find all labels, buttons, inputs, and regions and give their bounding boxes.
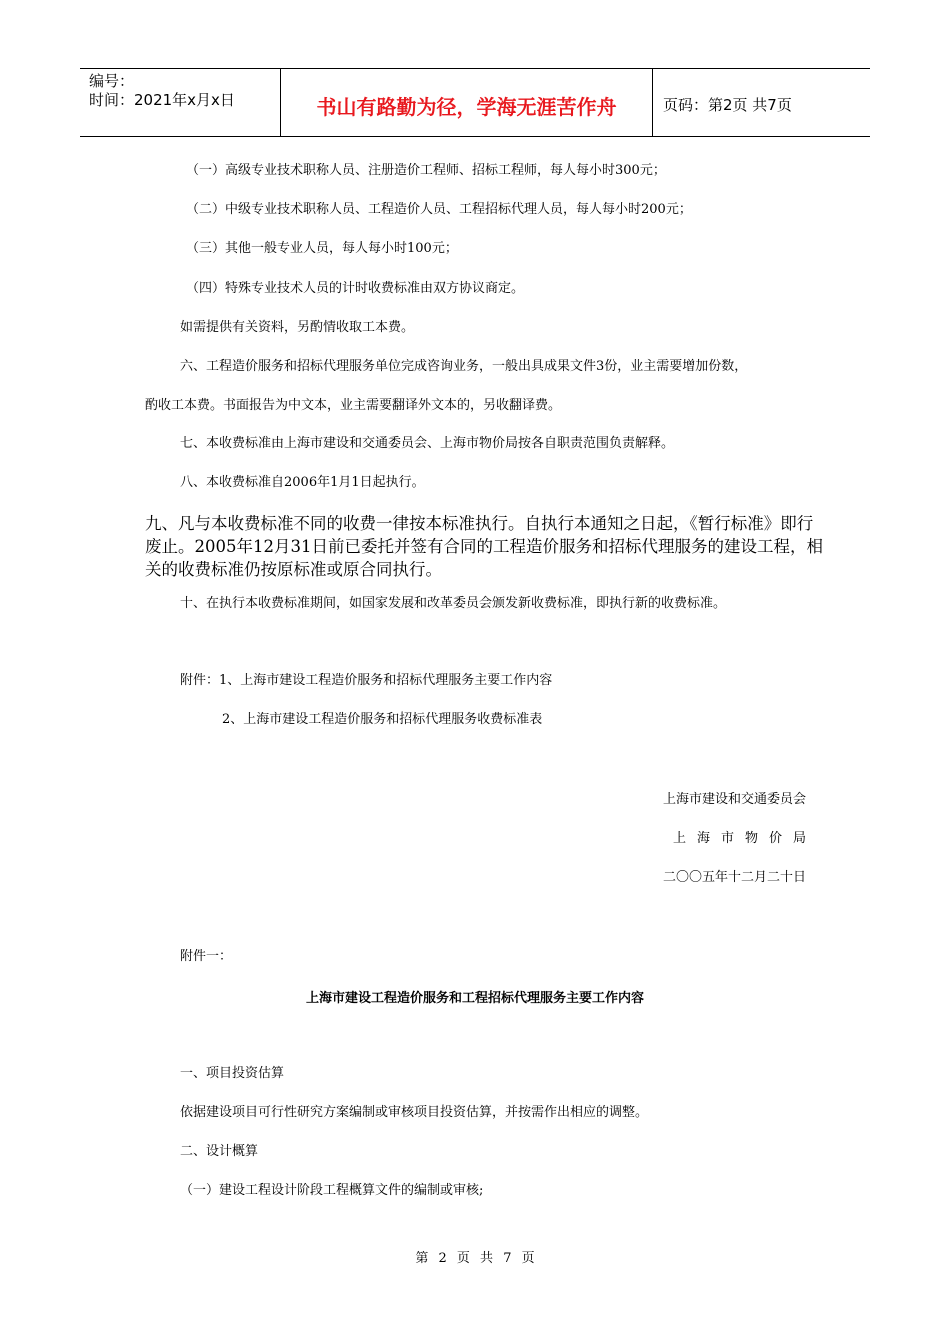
annex-title: 上海市建设工程造价服务和工程招标代理服务主要工作内容 — [305, 991, 644, 1006]
page-footer: 第 2 页 共 7 页 — [415, 1251, 535, 1266]
header-motto: 书山有路勤为径，学海无涯苦作舟 — [281, 69, 653, 136]
header-page-info: 页码：第2页 共7页 — [663, 96, 792, 114]
annex-label: 附件一： — [180, 949, 233, 964]
annex-section-1: 一、项目投资估算 — [180, 1066, 285, 1081]
rate-intermediate: （二）中级专业技术职称人员、工程造价人员、工程招标代理人员，每人每小时200元； — [186, 202, 692, 217]
page-header — [80, 68, 870, 137]
signature-date: 二〇〇五年十二月二十日 — [662, 870, 806, 885]
annex-section-2-item-1: （一）建设工程设计阶段工程概算文件的编制或审核; — [180, 1183, 484, 1198]
item-6-line-2: 酌收工本费。书面报告为中文本，业主需要翻译外文本的，另收翻译费。 — [145, 398, 562, 413]
annex-section-2: 二、设计概算 — [180, 1144, 259, 1159]
attachment-1: 附件：1、上海市建设工程造价服务和招标代理服务主要工作内容 — [180, 673, 553, 688]
rate-special: （四）特殊专业技术人员的计时收费标准由双方协议商定。 — [186, 281, 525, 296]
header-meta — [80, 69, 281, 136]
item-7: 七、本收费标准由上海市建设和交通委员会、上海市物价局按各自职责范围负责解释。 — [180, 436, 675, 451]
item-6-line-1: 六、工程造价服务和招标代理服务单位完成咨询业务，一般出具成果文件3份，业主需要增加份数， — [180, 359, 748, 374]
doc-number-label: 编号： — [89, 72, 135, 90]
signature-org-2: 上海市物价局 — [672, 831, 817, 846]
rate-general: （三）其他一般专业人员，每人每小时100元； — [186, 241, 458, 256]
date-label: 时间：2021年x月x日 — [89, 91, 235, 109]
annex-section-1-text: 依据建设项目可行性研究方案编制或审核项目投资估算，并按需作出相应的调整。 — [180, 1105, 649, 1120]
item-10: 十、在执行本收费标准期间，如国家发展和改革委员会颁发新收费标准，即执行新的收费标准。 — [180, 596, 727, 611]
extra-material-note: 如需提供有关资料，另酌情收取工本费。 — [180, 320, 415, 335]
attachment-2: 2、上海市建设工程造价服务和招标代理服务收费标准表 — [222, 712, 543, 727]
signature-org-1: 上海市建设和交通委员会 — [662, 792, 806, 807]
rate-senior: （一）高级专业技术职称人员、注册造价工程师、招标工程师，每人每小时300元； — [186, 163, 666, 178]
item-9: 九、凡与本收费标准不同的收费一律按本标准执行。自执行本通知之日起，《暂行标准》即行废止。2005年12月31日前已委托并签有合同的工程造价服务和招标代理服务的建设工程，相关的收费标准仍按原标准或原合同执行。 — [145, 514, 823, 579]
item-8: 八、本收费标准自2006年1月1日起执行。 — [180, 475, 425, 490]
